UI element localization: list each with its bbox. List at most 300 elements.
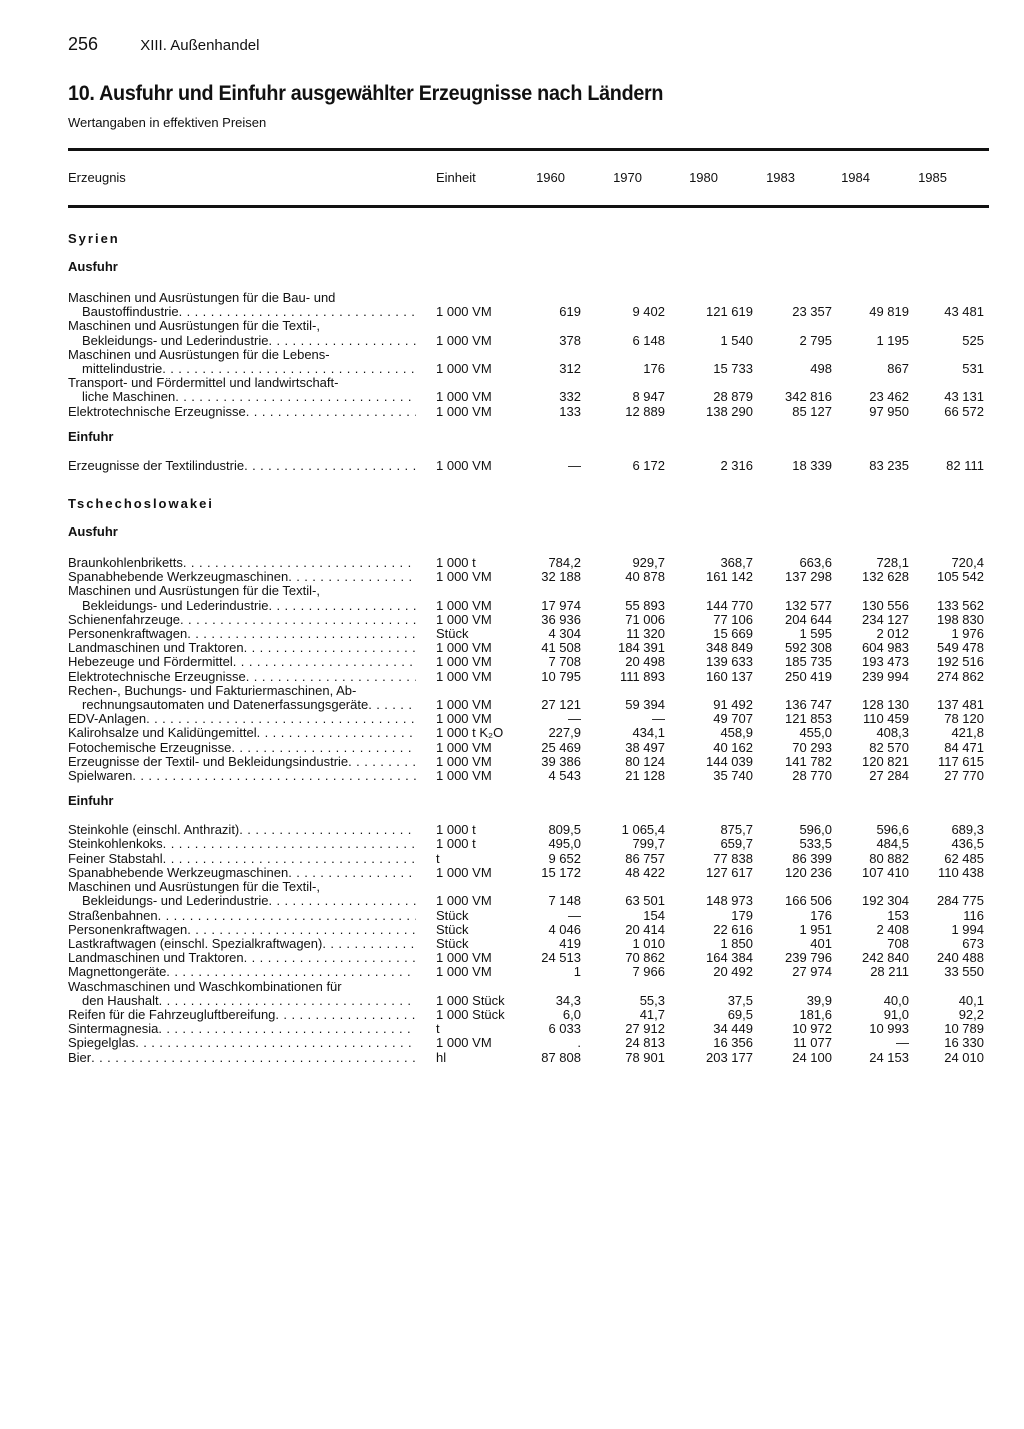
value-1985: 673: [962, 935, 984, 951]
unit-cell: 1 000 VM: [436, 361, 492, 377]
value-1985: 284 775: [937, 893, 984, 909]
value-1985: 82 111: [946, 457, 984, 473]
unit-cell: 1 000 VM: [436, 1035, 492, 1051]
value-1985: 720,4: [951, 555, 984, 571]
product-cell: [68, 951, 416, 965]
value-1983: 342 816: [785, 389, 832, 405]
product-label: Braunkohlenbriketts: [68, 555, 183, 571]
value-1960: 4 543: [548, 768, 581, 784]
product-label: Spanabhebende Werkzeugmaschinen: [68, 864, 289, 880]
unit-cell: 1 000 VM: [436, 640, 492, 656]
leader-dots: [246, 670, 416, 684]
product-label: liche Maschinen: [82, 389, 176, 405]
leader-dots: [268, 894, 416, 908]
value-1960: 34,3: [555, 992, 581, 1008]
leader-dots: [187, 923, 416, 937]
product-line: [68, 1036, 416, 1050]
value-1980: 15 733: [713, 361, 753, 377]
value-1983: 185 735: [785, 654, 832, 670]
table-row: [68, 726, 989, 740]
value-1984: 10 993: [869, 1021, 909, 1037]
product-cell: [68, 1036, 416, 1050]
product-line: [68, 994, 416, 1008]
product-line: [68, 866, 416, 880]
value-1984: 234 127: [862, 611, 909, 627]
value-1960: —: [568, 711, 581, 727]
unit-cell: 1 000 Stück: [436, 992, 505, 1008]
product-line: [68, 459, 416, 473]
value-1983: 85 127: [792, 403, 832, 419]
value-1984: —: [896, 1035, 909, 1051]
unit-cell: 1 000 VM: [436, 950, 492, 966]
value-1970: 8 947: [632, 389, 665, 405]
table-row: [68, 951, 989, 965]
product-cell: [68, 712, 416, 726]
leader-dots: [179, 305, 416, 319]
leader-dots: [158, 1022, 416, 1036]
value-1960: 378: [559, 332, 581, 348]
value-1983: 239 796: [785, 950, 832, 966]
value-1960: 7 708: [548, 654, 581, 670]
table-title: 10. Ausfuhr und Einfuhr ausgewählter Erzeugnisse nach Ländern: [68, 82, 664, 105]
value-1970: 41,7: [639, 1006, 665, 1022]
unit-cell: 1 000 VM: [436, 864, 492, 880]
product-line: [68, 755, 416, 769]
unit-cell: 1 000 t: [436, 555, 476, 571]
product-cell: [68, 405, 416, 419]
value-1984: 239 994: [862, 668, 909, 684]
product-label: Bier: [68, 1049, 92, 1065]
product-line: [68, 712, 416, 726]
value-1980: 368,7: [720, 555, 753, 571]
value-1985: 531: [962, 361, 984, 377]
product-line: [68, 655, 416, 669]
value-1980: 161 142: [706, 569, 753, 585]
value-1983: 39,9: [806, 992, 832, 1008]
value-1980: 160 137: [706, 668, 753, 684]
product-cell: [68, 641, 416, 655]
leader-dots: [268, 599, 416, 613]
value-1983: 204 644: [785, 611, 832, 627]
value-1985: 24 010: [944, 1049, 984, 1065]
unit-cell: 1 000 Stück: [436, 1006, 505, 1022]
product-cell: [68, 980, 416, 1008]
product-label: Sintermagnesia: [68, 1021, 159, 1037]
value-1970: 1 065,4: [621, 822, 665, 838]
value-1985: 274 862: [937, 668, 984, 684]
col-header-1985: 1985: [918, 170, 947, 185]
product-label: Steinkohlenkoks: [68, 836, 163, 852]
value-1985: 78 120: [944, 711, 984, 727]
product-line: [68, 837, 416, 851]
value-1984: 596,6: [876, 822, 909, 838]
value-1970: 9 402: [632, 304, 665, 320]
leader-dots: [257, 726, 416, 740]
value-1983: 250 419: [785, 668, 832, 684]
value-1983: 28 770: [792, 768, 832, 784]
product-label: Landmaschinen und Traktoren: [68, 640, 244, 656]
leader-dots: [146, 712, 416, 726]
leader-dots: [368, 698, 416, 712]
leader-dots: [288, 866, 416, 880]
table-row: [68, 641, 989, 655]
product-line: [68, 726, 416, 740]
value-1985: 116: [963, 907, 984, 923]
product-label: Bekleidungs- und Lederindustrie: [82, 893, 269, 909]
value-1983: 2 795: [799, 332, 832, 348]
product-label: Personenkraftwagen: [68, 921, 188, 937]
leader-dots: [180, 613, 416, 627]
value-1980: 20 492: [713, 964, 753, 980]
product-label: Spanabhebende Werkzeugmaschinen: [68, 569, 289, 585]
leader-dots: [322, 937, 416, 951]
value-1970: 6 148: [632, 332, 665, 348]
unit-cell: 1 000 t: [436, 822, 476, 838]
value-1970: 1 010: [632, 935, 665, 951]
product-line: [68, 894, 416, 908]
table-row: [68, 684, 989, 712]
value-1960: 10 795: [541, 668, 581, 684]
section-heading: Einfuhr: [68, 793, 114, 809]
product-line: [68, 627, 416, 641]
value-1984: 97 950: [869, 403, 909, 419]
table-row: [68, 405, 989, 419]
value-1980: 659,7: [720, 836, 753, 852]
value-1960: .: [577, 1035, 581, 1051]
unit-cell: 1 000 VM: [436, 569, 492, 585]
table-row: [68, 655, 989, 669]
value-1984: 192 304: [862, 893, 909, 909]
table-row: [68, 880, 989, 908]
unit-cell: t: [436, 1021, 440, 1037]
value-1970: 6 172: [632, 457, 665, 473]
value-1983: 596,0: [799, 822, 832, 838]
value-1960: 41 508: [541, 640, 581, 656]
value-1970: 59 394: [625, 697, 665, 713]
col-header-1960: 1960: [536, 170, 565, 185]
value-1960: 619: [559, 304, 581, 320]
unit-cell: 1 000 t: [436, 836, 476, 852]
leader-dots: [166, 965, 416, 979]
product-label: Maschinen und Ausrüstungen für die Textil-,: [68, 318, 320, 334]
value-1984: 867: [887, 361, 909, 377]
value-1960: 9 652: [548, 850, 581, 866]
leader-dots: [239, 823, 416, 837]
product-label: Erzeugnisse der Textil- und Bekleidungsindustrie: [68, 753, 349, 769]
unit-cell: t: [436, 850, 440, 866]
value-1980: 144 039: [706, 753, 753, 769]
table-row: [68, 852, 989, 866]
product-line: [68, 641, 416, 655]
value-1983: 136 747: [785, 697, 832, 713]
country-heading: Tschechoslowakei: [68, 496, 214, 512]
value-1980: 91 492: [713, 697, 753, 713]
unit-cell: 1 000 t K₂O: [436, 725, 504, 741]
value-1960: 419: [559, 935, 581, 951]
unit-cell: 1 000 VM: [436, 668, 492, 684]
product-label: Transport- und Fördermittel und landwirtschaft-: [68, 375, 339, 391]
value-1985: 105 542: [937, 569, 984, 585]
table-row: [68, 823, 989, 837]
product-cell: [68, 866, 416, 880]
value-1984: 604 983: [862, 640, 909, 656]
table-row: [68, 866, 989, 880]
value-1970: 63 501: [625, 893, 665, 909]
value-1984: 2 012: [876, 626, 909, 642]
value-1980: 77 838: [713, 850, 753, 866]
value-1960: 36 936: [541, 611, 581, 627]
value-1984: 1 195: [876, 332, 909, 348]
table-row: [68, 712, 989, 726]
product-line: [68, 923, 416, 937]
value-1985: 10 789: [944, 1021, 984, 1037]
value-1983: 663,6: [799, 555, 832, 571]
value-1970: —: [652, 711, 665, 727]
value-1980: 1 850: [720, 935, 753, 951]
unit-cell: 1 000 VM: [436, 893, 492, 909]
value-1984: 2 408: [876, 921, 909, 937]
value-1985: 92,2: [958, 1006, 984, 1022]
section-heading: Ausfuhr: [68, 524, 118, 540]
product-label: Magnettongeräte: [68, 964, 167, 980]
product-label: Maschinen und Ausrüstungen für die Lebens-: [68, 346, 330, 362]
product-line: [68, 1008, 416, 1022]
value-1960: 7 148: [548, 893, 581, 909]
value-1970: 176: [643, 361, 665, 377]
unit-cell: 1 000 VM: [436, 597, 492, 613]
leader-dots: [162, 362, 416, 376]
value-1970: 24 813: [625, 1035, 665, 1051]
value-1960: 332: [559, 389, 581, 405]
value-1960: 87 808: [541, 1049, 581, 1065]
product-cell: [68, 376, 416, 404]
value-1980: 28 879: [713, 389, 753, 405]
product-line: [68, 698, 416, 712]
product-label: Elektrotechnische Erzeugnisse: [68, 403, 246, 419]
unit-cell: 1 000 VM: [436, 403, 492, 419]
value-1960: 4 046: [548, 921, 581, 937]
product-cell: [68, 965, 416, 979]
product-label: Personenkraftwagen: [68, 626, 188, 642]
product-label: Bekleidungs- und Lederindustrie: [82, 332, 269, 348]
product-cell: [68, 852, 416, 866]
value-1980: 37,5: [727, 992, 753, 1008]
value-1980: 203 177: [706, 1049, 753, 1065]
unit-cell: 1 000 VM: [436, 768, 492, 784]
value-1984: 484,5: [876, 836, 909, 852]
value-1984: 120 821: [862, 753, 909, 769]
value-1983: 1 595: [799, 626, 832, 642]
unit-cell: Stück: [436, 907, 469, 923]
product-cell: [68, 823, 416, 837]
leader-dots: [244, 459, 416, 473]
product-label: Elektrotechnische Erzeugnisse: [68, 668, 246, 684]
leader-dots: [244, 951, 416, 965]
leader-dots: [231, 741, 416, 755]
col-header-1980: 1980: [689, 170, 718, 185]
value-1960: 495,0: [548, 836, 581, 852]
value-1985: 84 471: [944, 739, 984, 755]
product-line: [68, 670, 416, 684]
value-1984: 24 153: [869, 1049, 909, 1065]
table-row: [68, 909, 989, 923]
unit-cell: 1 000 VM: [436, 711, 492, 727]
product-cell: [68, 627, 416, 641]
table-row: [68, 556, 989, 570]
value-1985: 421,8: [951, 725, 984, 741]
table-row: [68, 319, 989, 347]
value-1983: 86 399: [792, 850, 832, 866]
value-1980: 35 740: [713, 768, 753, 784]
product-cell: [68, 670, 416, 684]
table-row: [68, 769, 989, 783]
value-1970: 12 889: [625, 403, 665, 419]
table-row: [68, 755, 989, 769]
table-row: [68, 1022, 989, 1036]
unit-cell: 1 000 VM: [436, 457, 492, 473]
value-1983: 401: [810, 935, 832, 951]
product-label: Rechen-, Buchungs- und Fakturiermaschinen, Ab-: [68, 682, 357, 698]
col-header-unit: Einheit: [436, 170, 476, 185]
product-line: [68, 937, 416, 951]
product-line: [68, 570, 416, 584]
product-line: [68, 334, 416, 348]
unit-cell: Stück: [436, 921, 469, 937]
value-1984: 242 840: [862, 950, 909, 966]
product-label: Maschinen und Ausrüstungen für die Textil-,: [68, 879, 320, 895]
unit-cell: hl: [436, 1049, 447, 1065]
value-1985: 117 615: [937, 753, 984, 769]
product-label: mittelindustrie: [82, 361, 163, 377]
value-1970: 184 391: [618, 640, 665, 656]
value-1970: 78 901: [625, 1049, 665, 1065]
value-1983: 498: [810, 361, 832, 377]
product-line: [68, 362, 416, 376]
product-line: [68, 405, 416, 419]
value-1983: 176: [810, 907, 832, 923]
value-1985: 1 994: [951, 921, 984, 937]
leader-dots: [135, 1036, 416, 1050]
table-row: [68, 670, 989, 684]
unit-cell: 1 000 VM: [436, 654, 492, 670]
leader-dots: [187, 627, 416, 641]
leader-dots: [244, 641, 416, 655]
col-header-1983: 1983: [766, 170, 795, 185]
value-1985: 43 481: [944, 304, 984, 320]
value-1960: 1: [573, 964, 581, 980]
product-label: Straßenbahnen: [68, 907, 158, 923]
unit-cell: 1 000 VM: [436, 964, 492, 980]
product-label: Steinkohle (einschl. Anthrazit): [68, 822, 240, 838]
value-1980: 139 633: [706, 654, 753, 670]
value-1980: 458,9: [720, 725, 753, 741]
table-row: [68, 613, 989, 627]
table-row: [68, 376, 989, 404]
value-1984: 83 235: [869, 457, 909, 473]
value-1984: 91,0: [883, 1006, 909, 1022]
table-row: [68, 627, 989, 641]
leader-dots: [175, 390, 416, 404]
value-1985: 133 562: [937, 597, 984, 613]
value-1960: 32 188: [541, 569, 581, 585]
value-1984: 28 211: [870, 964, 909, 980]
table-row: [68, 348, 989, 376]
value-1984: 80 882: [869, 850, 909, 866]
value-1970: 86 757: [625, 850, 665, 866]
value-1984: 153: [887, 907, 909, 923]
product-label: Erzeugnisse der Textilindustrie: [68, 457, 245, 473]
table-row: [68, 291, 989, 319]
table-body: [68, 228, 989, 1065]
value-1984: 128 130: [862, 697, 909, 713]
table-subtitle: Wertangaben in effektiven Preisen: [68, 115, 267, 130]
value-1983: 455,0: [799, 725, 832, 741]
value-1980: 179: [731, 907, 753, 923]
product-cell: [68, 584, 416, 612]
value-1985: 525: [962, 332, 984, 348]
product-line: [68, 951, 416, 965]
value-1984: 110 459: [862, 711, 909, 727]
product-cell: [68, 726, 416, 740]
value-1970: 929,7: [632, 555, 665, 571]
section-heading: Ausfuhr: [68, 259, 118, 274]
value-1970: 11 320: [626, 626, 665, 642]
product-cell: [68, 923, 416, 937]
leader-dots: [158, 909, 416, 923]
unit-cell: 1 000 VM: [436, 739, 492, 755]
table-row: [68, 1036, 989, 1050]
leader-dots: [275, 1008, 416, 1022]
value-1984: 23 462: [869, 389, 909, 405]
product-line: [68, 769, 416, 783]
leader-dots: [163, 852, 416, 866]
value-1983: 1 951: [799, 921, 832, 937]
product-line: [68, 613, 416, 627]
value-1970: 70 862: [625, 950, 665, 966]
value-1960: 17 974: [541, 597, 581, 613]
value-1983: 23 357: [792, 304, 832, 320]
product-cell: [68, 684, 416, 712]
value-1985: 198 830: [937, 611, 984, 627]
value-1960: 15 172: [541, 864, 581, 880]
product-line: [68, 823, 416, 837]
product-cell: [68, 1008, 416, 1022]
value-1980: 348 849: [706, 640, 753, 656]
product-line: [68, 965, 416, 979]
value-1983: 137 298: [785, 569, 832, 585]
unit-cell: 1 000 VM: [436, 611, 492, 627]
header-rule: [68, 205, 989, 208]
chapter-title: XIII. Außenhandel: [140, 37, 260, 54]
value-1980: 121 619: [706, 304, 753, 320]
value-1983: 181,6: [799, 1006, 832, 1022]
product-cell: [68, 1022, 416, 1036]
value-1970: 434,1: [632, 725, 665, 741]
unit-cell: Stück: [436, 935, 469, 951]
value-1985: 137 481: [937, 697, 984, 713]
value-1980: 15 669: [713, 626, 753, 642]
table-row: [68, 923, 989, 937]
value-1985: 689,3: [951, 822, 984, 838]
product-label: Reifen für die Fahrzeugluftbereifung: [68, 1006, 276, 1022]
product-label: Spielwaren: [68, 768, 133, 784]
product-cell: [68, 755, 416, 769]
value-1980: 16 356: [713, 1035, 753, 1051]
value-1984: 27 284: [869, 768, 909, 784]
leader-dots: [159, 994, 416, 1008]
value-1970: 20 414: [625, 921, 665, 937]
product-line: [68, 741, 416, 755]
